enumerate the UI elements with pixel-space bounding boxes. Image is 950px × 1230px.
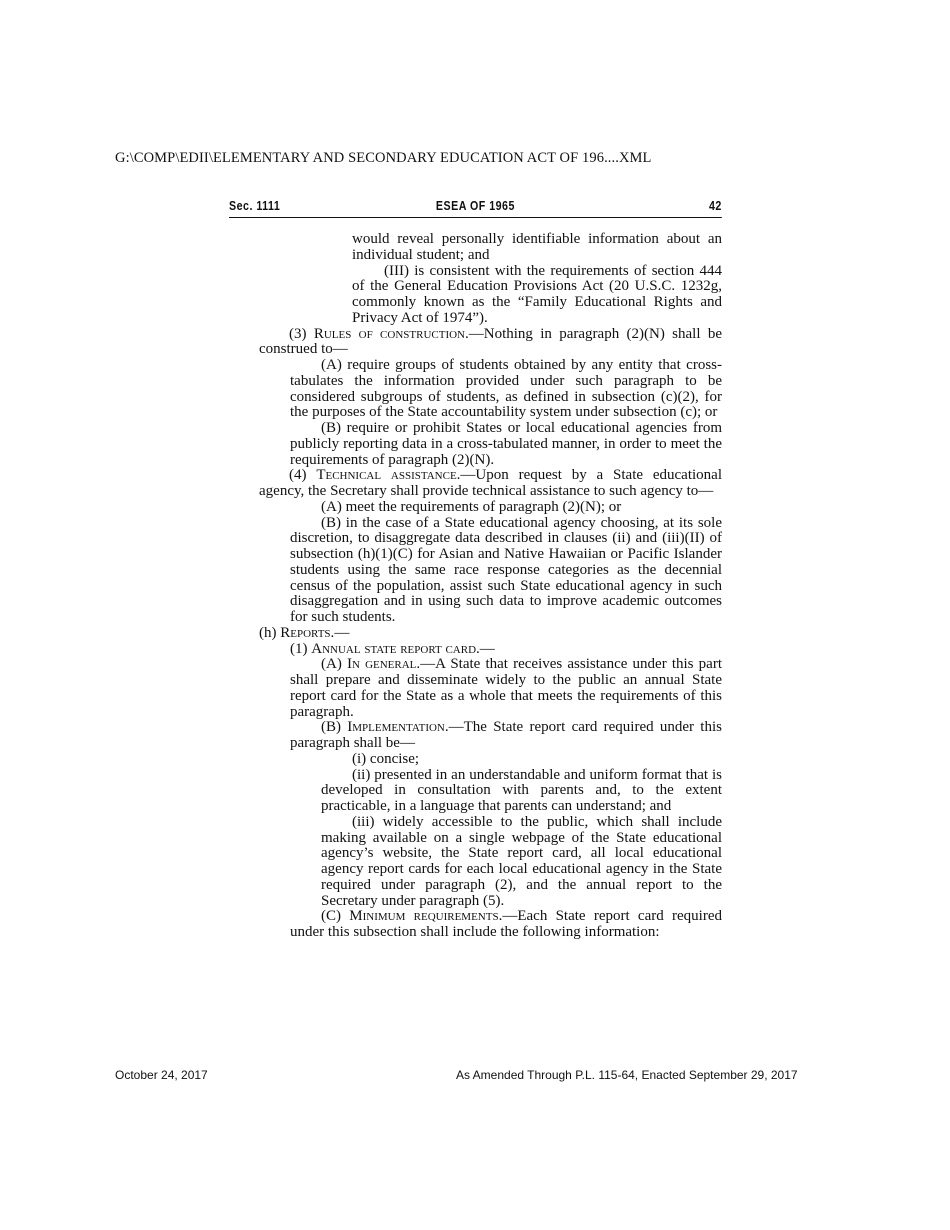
paragraph-h1-number: (1) [290,640,312,657]
subparagraph-4A: (A) meet the requirements of paragraph (2)(N); or [321,498,622,515]
footer-amended: As Amended Through P.L. 115-64, Enacted September 29, 2017 [456,1068,798,1082]
paragraph-h1-dash: — [479,640,495,657]
subparagraph-h1C-heading: Minimum requirements. [349,908,503,925]
subsection-h-number: (h) [259,624,281,641]
paragraph-4 [259,468,722,500]
subparagraph-4B: (B) in the case of a State educational agency choosing, at its sole discretion, to disaggregate data described in clauses (ii) and (iii)(II) of subsection (h)(1)(C) for Asian and Native Hawaiian or Pacific Islander students using the same race response categories as the decennial census of the population, assist such State educational agency in such disaggregation and in using such data to improve academic outcomes for such students. [290,514,722,625]
footer-date: October 24, 2017 [115,1068,208,1082]
page-number: 42 [708,198,722,213]
clause-h1B-iii: (iii) widely accessible to the public, which shall include making available on a single webpage of the State educational agency’s website, the State report card, all local educational agency report cards for each local educational agency in the State required under paragraph (2), and the annual report to the Secretary under paragraph (5). [321,813,722,909]
subparagraph-h1B-text: —The State report card required under this paragraph shall be— [290,719,722,751]
paragraph-h1 [290,642,722,658]
subparagraph-h1C [290,909,722,941]
subsection-h [259,626,722,642]
continuation-block [352,232,722,327]
paragraph-4-text: —Upon request by a State educational agency, the Secretary shall provide technical assistance to such agency to— [259,467,722,499]
subparagraph-3A: (A) require groups of students obtained by any entity that cross-tabulates the information provided under such paragraph to be considered subgroups of students, as defined in subsection (c)(2), for the purposes of the State accountability system under subsection (c); or [290,357,722,421]
subparagraph-3B: (B) require or prohibit States or local educational agencies from publicly reporting data in a cross-tabulated manner, in order to meet the requirements of paragraph (2)(N). [290,420,722,468]
subparagraph-h1B-number: (B) [321,719,348,736]
clause-III: (III) is consistent with the requirements of section 444 of the General Education Provisions Act (20 U.S.C. 1232g, commonly known as the “Family Educational Rights and Privacy Act of 1974”). [352,262,722,326]
subparagraph-h1C-text: —Each State report card required under this subsection shall include the following information: [290,908,722,940]
subparagraph-h1B [290,720,722,752]
clause-h1B-ii: (ii) presented in an understandable and uniform format that is developed in consultation with parents and, to the extent practicable, in a language that parents can understand; and [321,766,722,814]
subparagraph-h1A-text: —A State that receives assistance under this part shall prepare and disseminate widely to the public an annual State report card for the State as a whole that meets the requirements of this paragraph. [290,656,722,720]
continued-text: would reveal personally identifiable information about an individual student; and [352,231,722,263]
running-title: ESEA OF 1965 [435,198,515,213]
subparagraph-h1A-number: (A) [321,656,347,673]
paragraph-4-heading: Technical assistance. [316,467,461,484]
subsection-h-dash: — [334,624,350,641]
running-head [229,197,722,218]
subparagraph-h1A [290,657,722,720]
subparagraph-h1C-number: (C) [321,908,350,925]
paragraph-3-text: —Nothing in paragraph (2)(N) shall be construed to— [259,325,722,358]
paragraph-3-number: (3) [289,325,314,342]
paragraph-3 [259,327,722,359]
subparagraph-h1B-heading: Implementation. [347,719,449,736]
section-number: Sec. 1111 [229,198,281,213]
subparagraph-h1A-heading: In general. [346,656,421,673]
paragraph-3-heading: Rules of construction. [313,325,469,342]
page-body [259,232,722,941]
file-path: G:\COMP\EDII\ELEMENTARY AND SECONDARY EDUCATION ACT OF 196....XML [115,150,652,166]
subsection-h-heading: Reports. [280,624,335,641]
paragraph-h1-heading: Annual state report card. [311,640,480,657]
paragraph-4-number: (4) [289,467,317,484]
clause-h1B-i: (i) concise; [352,750,420,767]
